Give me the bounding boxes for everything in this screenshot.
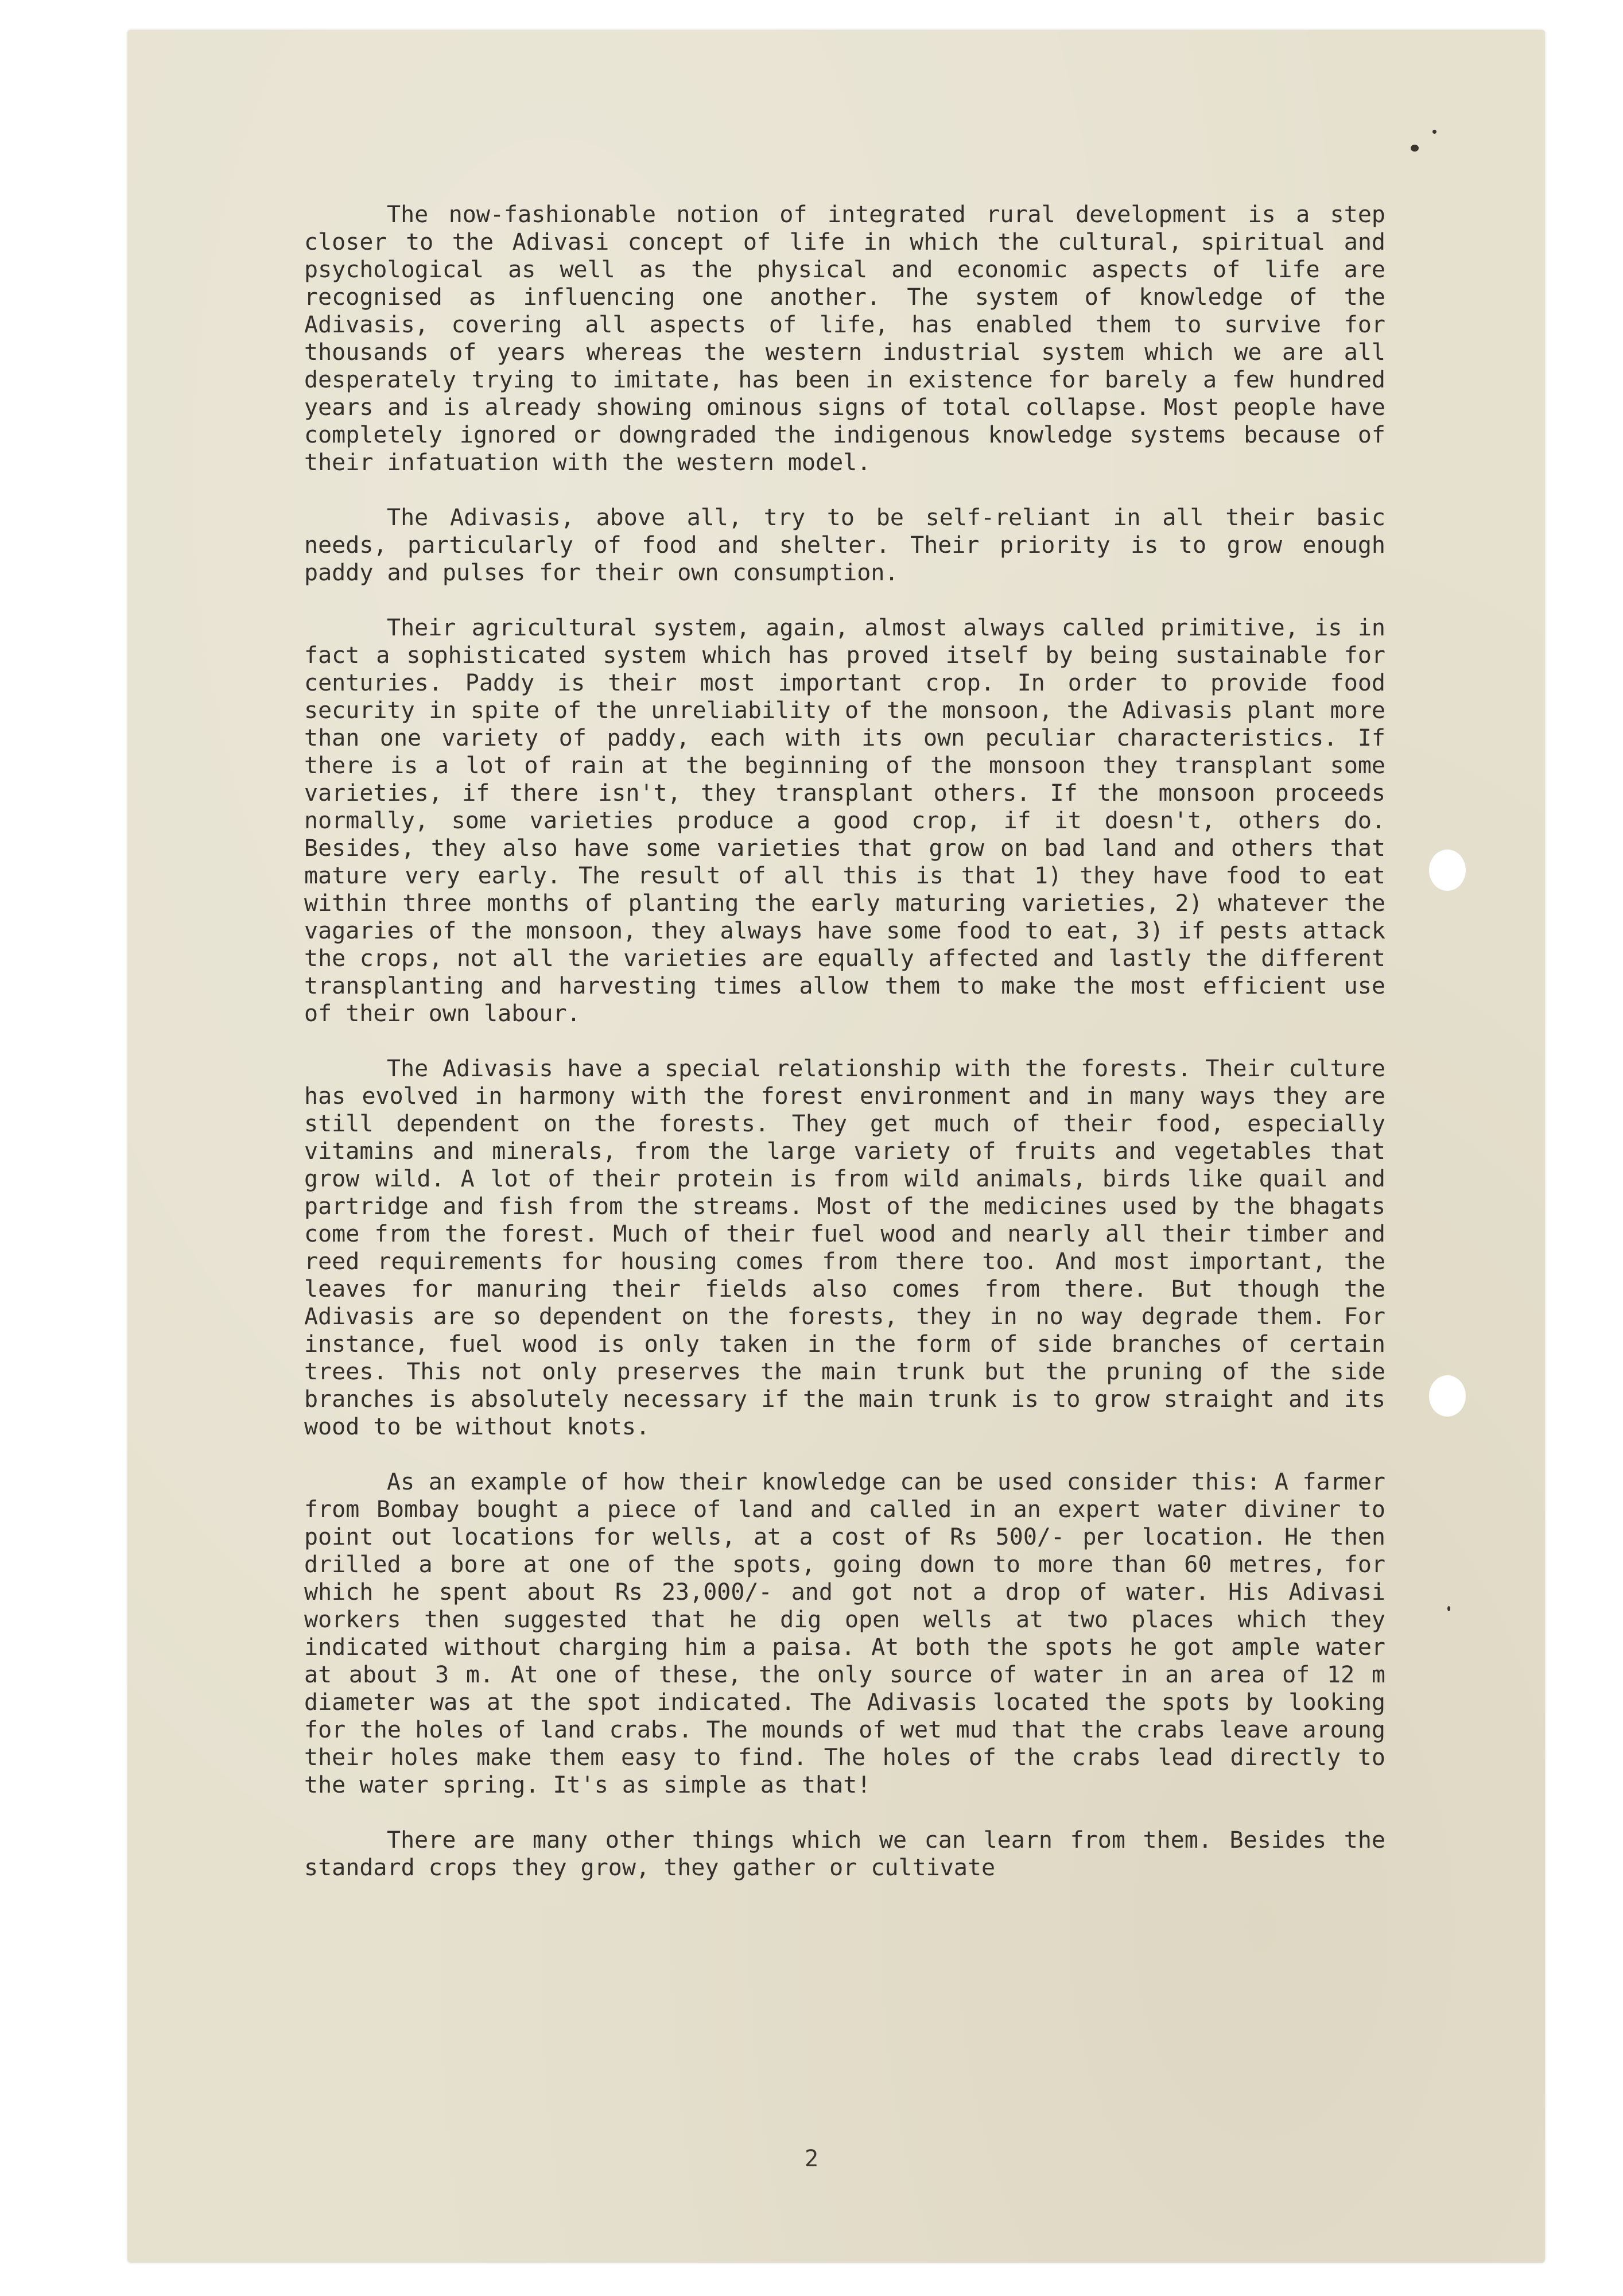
paragraph: The Adivasis, above all, try to be self-reliant in all their basic needs, particularly of food and shelter. Their priority is to grow enough paddy and pulses for their own consumption. [304, 505, 1385, 586]
paragraph: The Adivasis have a special relationship with the forests. Their culture has evolved in harmony with the forest environment and in many ways they are still dependent on the forests. They get much of their food, especially vitamins and minerals, from the large variety of fruits and vegetables that grow wild. A lot of their protein is from wild animals, birds like quail and partridge and fish from the streams. Most of the medicines used by the bhagats come from the forest. Much of their fuel wood and nearly all their timber and reed requirements for housing comes from there too. And most important, the leaves for manuring their fields also comes from there. But though the Adivasis are so dependent on the forests, they in no way degrade them. For instance, fuel wood is only taken in the form of side branches of certain trees. This not only preserves the main trunk but the pruning of the side branches is absolutely necessary if the main trunk is to grow straight and its wood to be without knots. [304, 1056, 1385, 1440]
ink-speck [1447, 1606, 1450, 1611]
punch-hole-lower [1429, 1375, 1466, 1417]
ink-speck [1432, 130, 1436, 134]
document-body [304, 201, 1385, 1909]
paragraph: The now-fashionable notion of integrated rural development is a step closer to the Adivasi concept of life in which the cultural, spiritual and psychological as well as the physical and economic aspects of life are recognised as influencing one another. The system of knowledge of the Adivasis, covering all aspects of life, has enabled them to survive for thousands of years whereas the western industrial system which we are all desperately trying to imitate, has been in existence for barely a few hundred years and is already showing ominous signs of total collapse. Most people have completely ignored or downgraded the indigenous knowledge systems because of their infatuation with the western model. [304, 201, 1385, 476]
punch-hole-upper [1429, 850, 1466, 891]
page-number: 2 [804, 2146, 819, 2172]
paragraph: As an example of how their knowledge can be used consider this: A farmer from Bombay bought a piece of land and called in an expert water diviner to point out locations for wells, at a cost of Rs 500/- per location. He then drilled a bore at one of the spots, going down to more than 60 metres, for which he spent about Rs 23,000/- and got not a drop of water. His Adivasi workers then suggested that he dig open wells at two places which they indicated without charging him a paisa. At both the spots he got ample water at about 3 m. At one of these, the only source of water in an area of 12 m diameter was at the spot indicated. The Adivasis located the spots by looking for the holes of land crabs. The mounds of wet mud that the crabs leave aroung their holes make them easy to find. The holes of the crabs lead directly to the water spring. It's as simple as that! [304, 1469, 1385, 1798]
paragraph: Their agricultural system, again, almost always called primitive, is in fact a sophisticated system which has proved itself by being sustainable for centuries. Paddy is their most important crop. In order to provide food security in spite of the unreliability of the monsoon, the Adivasis plant more than one variety of paddy, each with its own peculiar characteristics. If there is a lot of rain at the beginning of the monsoon they transplant some varieties, if there isn't, they transplant others. If the monsoon proceeds normally, some varieties produce a good crop, if it doesn't, others do. Besides, they also have some varieties that grow on bad land and others that mature very early. The result of all this is that 1) they have food to eat within three months of planting the early maturing varieties, 2) whatever the vagaries of the monsoon, they always have some food to eat, 3) if pests attack the crops, not all the varieties are equally affected and lastly the different transplanting and harvesting times allow them to make the most efficient use of their own labour. [304, 615, 1385, 1027]
paragraph: There are many other things which we can learn from them. Besides the standard crops they grow, they gather or cultivate [304, 1827, 1385, 1881]
ink-speck [1411, 145, 1419, 152]
